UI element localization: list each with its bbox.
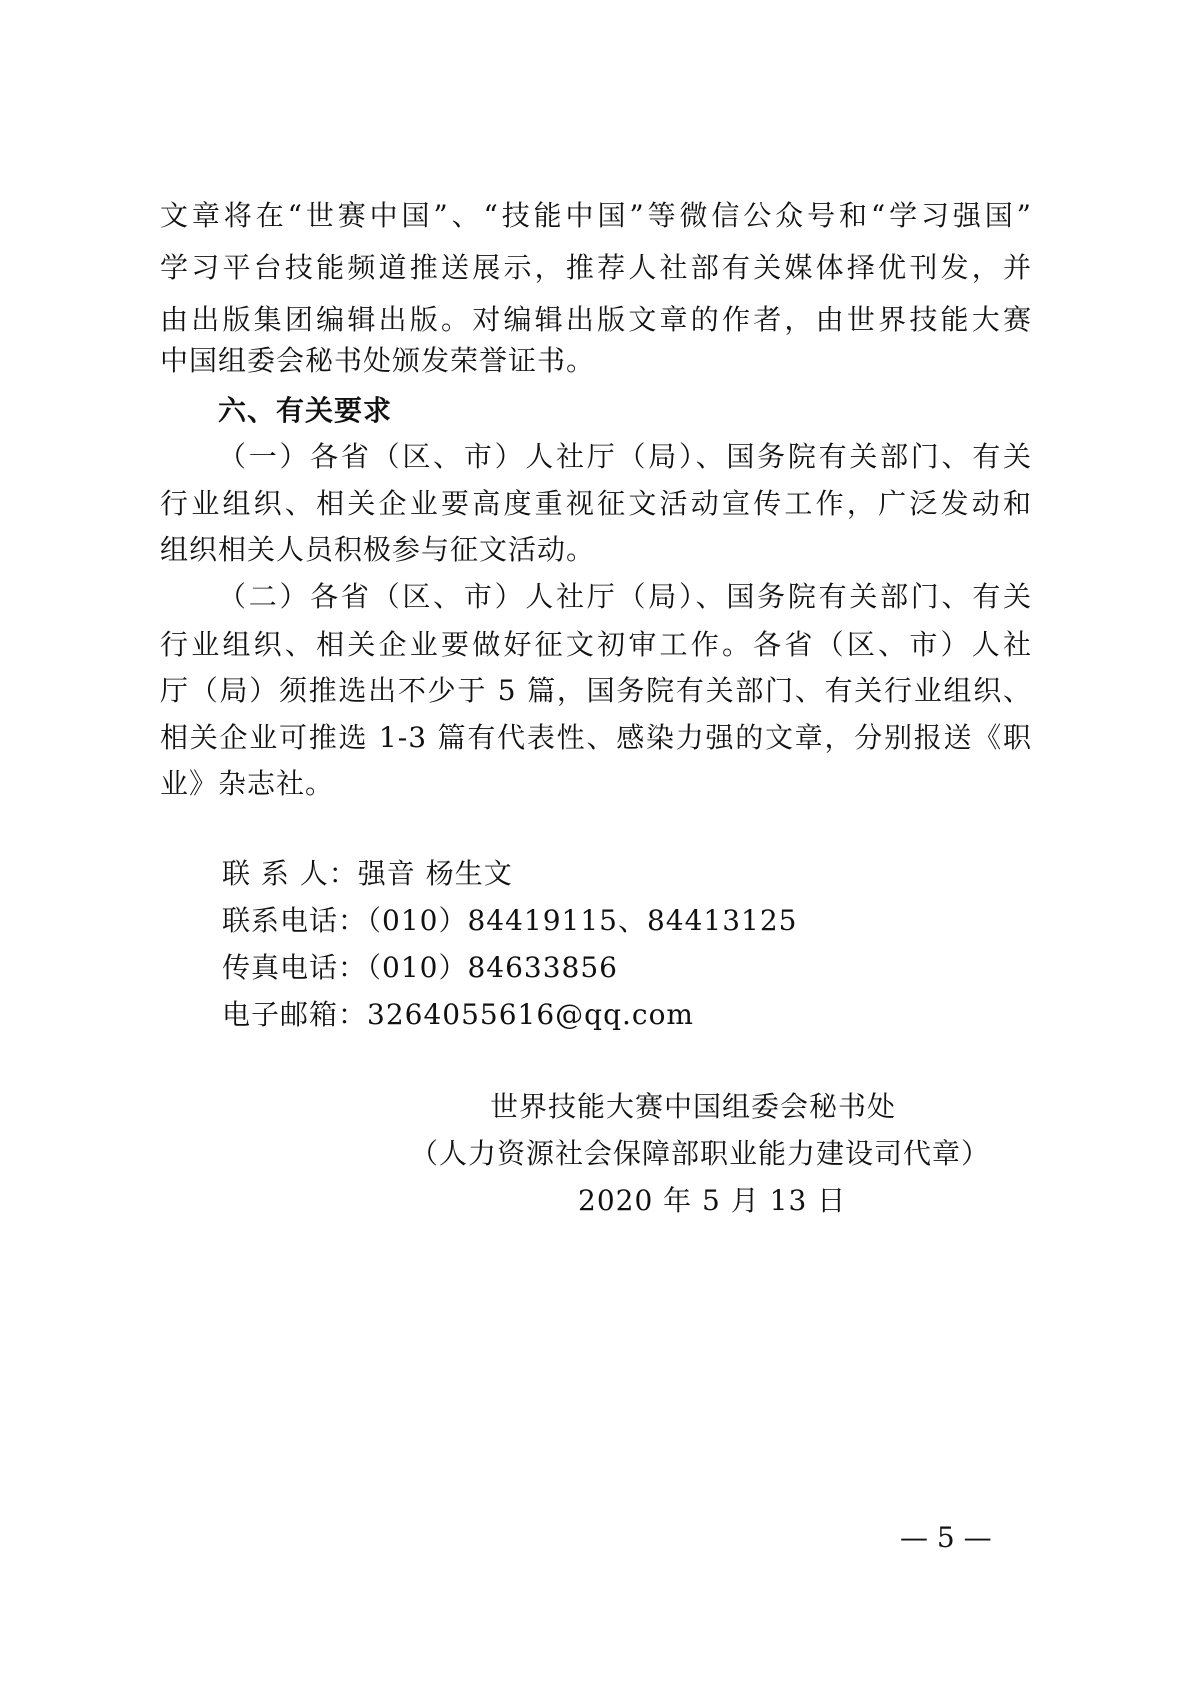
section-heading: 六、有关要求 [218, 394, 393, 427]
signature-seal-note: （人力资源社会保障部职业能力建设司代章） [410, 1137, 991, 1170]
paragraph-line: 相关企业可推选 1-3 篇有代表性、感染力强的文章，分别报送《职 [160, 721, 1032, 754]
paragraph-line: 组织相关人员积极参与征文活动。 [160, 533, 596, 566]
paragraph-line: 由出版集团编辑出版。对编辑出版文章的作者，由世界技能大赛 [160, 303, 1032, 336]
paragraph-line: 学习平台技能频道推送展示，推荐人社部有关媒体择优刊发，并 [160, 251, 1032, 284]
contact-people: 联 系 人：强音 杨生文 [222, 857, 513, 890]
paragraph-line: 中国组委会秘书处颁发荣誉证书。 [160, 344, 596, 377]
signature-date: 2020 年 5 月 13 日 [578, 1184, 847, 1217]
paragraph-line: 行业组织、相关企业要高度重视征文活动宣传工作，广泛发动和 [160, 487, 1032, 520]
paragraph-line: 业》杂志社。 [160, 767, 335, 800]
contact-email: 电子邮箱：3264055616@qq.com [222, 998, 694, 1031]
paragraph-line: 厅（局）须推选出不少于 5 篇，国务院有关部门、有关行业组织、 [160, 674, 1032, 707]
paragraph-line: 行业组织、相关企业要做好征文初审工作。各省（区、市）人社 [160, 628, 1032, 661]
contact-phone: 联系电话：（010）84419115、84413125 [222, 904, 798, 937]
page-number: — 5 — [900, 1521, 992, 1554]
paragraph-line: （一）各省（区、市）人社厅（局）、国务院有关部门、有关 [218, 440, 1032, 473]
paragraph-line: 文章将在“世赛中国”、“技能中国”等微信公众号和“学习强国” [160, 199, 1032, 232]
contact-fax: 传真电话：（010）84633856 [222, 951, 618, 984]
signature-org: 世界技能大赛中国组委会秘书处 [490, 1090, 897, 1123]
paragraph-line: （二）各省（区、市）人社厅（局）、国务院有关部门、有关 [218, 580, 1032, 613]
